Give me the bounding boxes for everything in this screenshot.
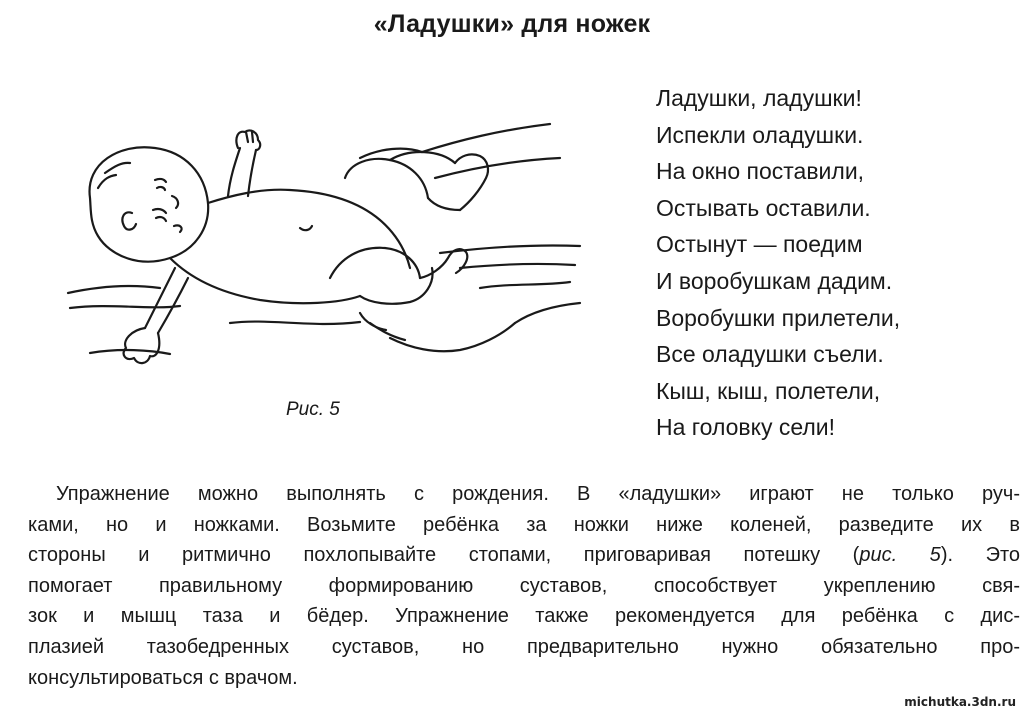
- description-text: ). Это: [940, 544, 1020, 567]
- description-line: [28, 540, 1020, 571]
- description-line: ками, но и ножками. Возьмите ребёнка за ножки ниже коленей, разведите их в: [28, 513, 1020, 536]
- description-line: консультироваться с врачом.: [28, 666, 298, 689]
- poem: [656, 80, 1006, 446]
- figure-reference: рис. 5: [859, 544, 941, 567]
- poem-line: Ладушки, ладушки!: [656, 85, 862, 111]
- poem-line: Остынут — поедим: [656, 231, 863, 258]
- poem-line: На окно поставили,: [656, 158, 865, 185]
- poem-line: На головку сели!: [656, 414, 836, 441]
- poem-line: Остывать оставили.: [656, 194, 871, 221]
- exercise-description: [28, 479, 1020, 693]
- description-text: стороны и ритмично похлопывайте стопами, приговаривая потешку (: [28, 544, 860, 567]
- description-line: Упражнение можно выполнять с рождения. В «ладушки» играют не только руч-: [56, 483, 1020, 505]
- description-line: плазией тазобедренных суставов, но предварительно нужно обязательно про-: [28, 635, 1020, 658]
- poem-line: Кыш, кыш, полетели,: [656, 377, 881, 404]
- baby-leg-exercise-illustration: [60, 118, 600, 388]
- description-line: зок и мышц таза и бёдер. Упражнение также рекомендуется для ребёнка с дис-: [28, 605, 1020, 628]
- poem-line: Воробушки прилетели,: [656, 304, 901, 331]
- page-title: «Ладушки» для ножек: [373, 10, 651, 38]
- poem-line: И воробушкам дадим.: [656, 267, 893, 294]
- description-line: помогает правильному формированию суставов, способствует укреплению свя-: [28, 574, 1020, 597]
- poem-line: Все оладушки съели.: [656, 341, 884, 368]
- figure-caption: Рис. 5: [286, 399, 340, 420]
- watermark: michutka.3dn.ru: [904, 695, 1016, 709]
- poem-line: Испекли оладушки.: [656, 121, 864, 148]
